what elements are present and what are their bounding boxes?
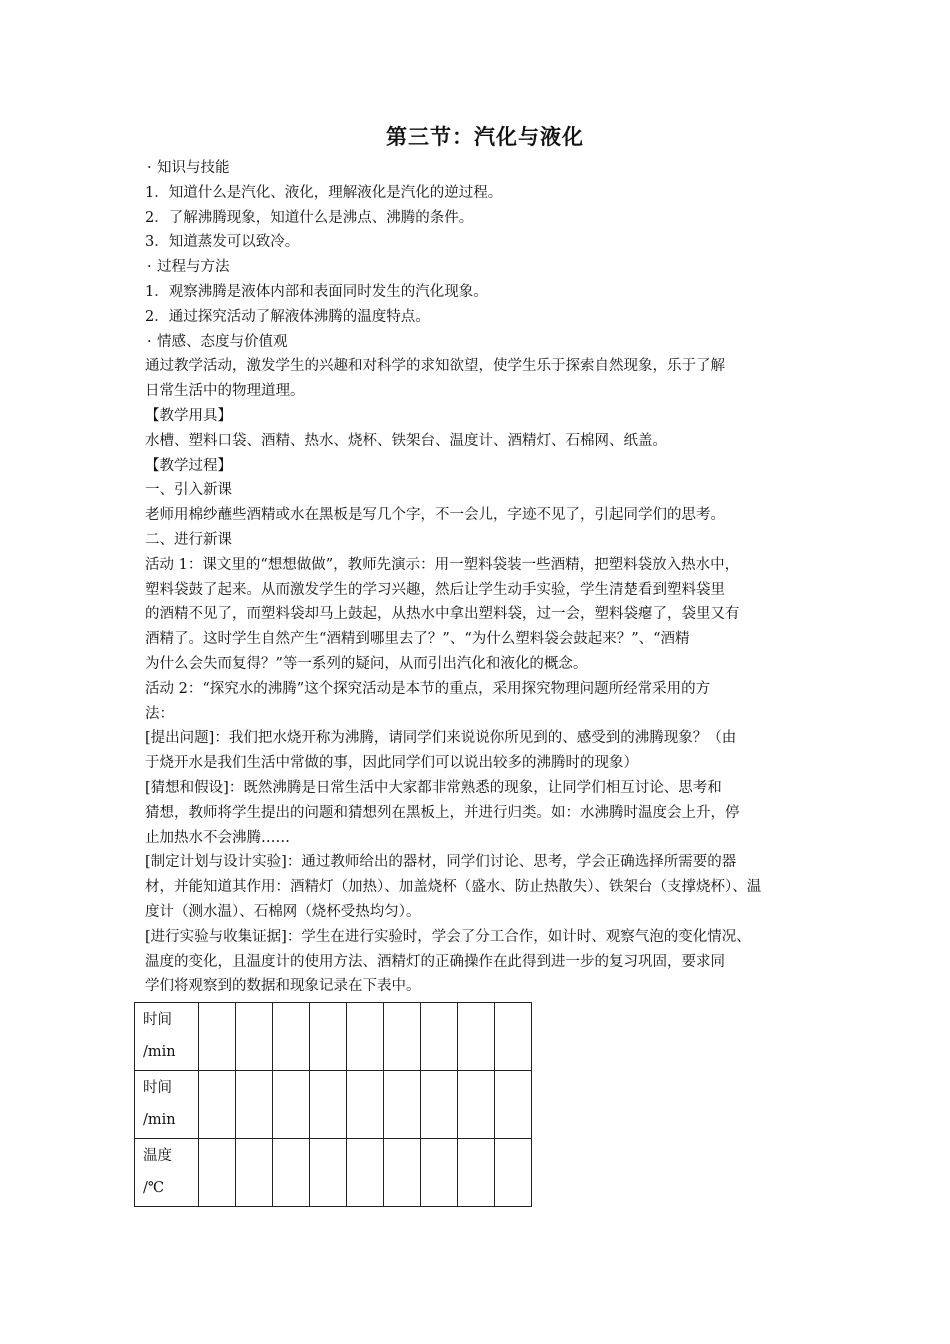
activity2-line: [制定计划与设计实验]：通过教师给出的器材，同学们讨论、思考，学会正确选择所需要的器 [145, 854, 737, 871]
activity2-line: [猜想和假设]：既然沸腾是日常生活中大家都非常熟悉的现象，让同学们相互讨论、思考和 [145, 779, 722, 796]
section-heading-process: · 过程与方法 [145, 255, 825, 280]
section-heading-attitude: · 情感、态度与价值观 [145, 330, 825, 355]
intro-text: 老师用棉纱蘸些酒精或水在黑板是写几个字，不一会儿，字迹不见了，引起同学们的思考。 [145, 507, 725, 524]
data-record-table [134, 1002, 532, 1207]
activity2-line: 法： [145, 705, 174, 722]
tools-heading: 【教学用具】 [145, 407, 232, 424]
table-cell [199, 1139, 236, 1207]
new-lesson-heading: 二、进行新课 [145, 531, 232, 548]
table-cell [236, 1071, 273, 1139]
table-row [135, 1071, 532, 1139]
activity2-line: [进行实验与收集证据]：学生在进行实验时，学会了分工合作，如计时、观察气泡的变化情况、 [145, 928, 751, 945]
activity2-line: 度计（测水温）、石棉网（烧杯受热均匀）。 [145, 903, 421, 920]
activity2-line: 猜想，教师将学生提出的问题和猜想列在黑板上，并进行归类。如：水沸腾时温度会上升，停 [145, 804, 740, 821]
table-cell [273, 1071, 310, 1139]
table-row [135, 1003, 532, 1071]
table-cell [421, 1139, 458, 1207]
activity2-line: 学们将观察到的数据和现象记录在下表中。 [145, 978, 421, 995]
attitude-text-line: 通过教学活动，激发学生的兴趣和对科学的求知欲望，使学生乐于探索自然现象，乐于了解 [145, 358, 725, 375]
table-cell [236, 1003, 273, 1071]
activity1-line: 的酒精不见了，而塑料袋却马上鼓起，从热水中拿出塑料袋，过一会，塑料袋瘪了，袋里又有 [145, 606, 740, 623]
intro-heading: 一、引入新课 [145, 482, 232, 499]
row-header-temperature: 温度 /℃ [135, 1139, 199, 1207]
section-heading-knowledge: · 知识与技能 [145, 156, 825, 181]
table-cell [199, 1071, 236, 1139]
knowledge-item: 3．知道蒸发可以致冷。 [145, 234, 300, 251]
table-cell [347, 1139, 384, 1207]
bullet-icon: · [147, 259, 152, 276]
activity2-line: 温度的变化，且温度计的使用方法、酒精灯的正确操作在此得到进一步的复习巩固，要求同 [145, 953, 725, 970]
activity2-line: 材，并能知道其作用：酒精灯（加热）、加盖烧杯（盛水、防止热散失）、铁架台（支撑烧杯）、温 [145, 879, 762, 896]
table-row [135, 1139, 532, 1207]
document-page [145, 118, 825, 1207]
teaching-process-heading: 【教学过程】 [145, 457, 232, 474]
activity2-line: 活动 2：“探究水的沸腾”这个探究活动是本节的重点，采用探究物理问题所经常采用的方 [145, 680, 711, 697]
tools-content: 水槽、塑料口袋、酒精、热水、烧杯、铁架台、温度计、酒精灯、石棉网、纸盖。 [145, 432, 667, 449]
table-cell [384, 1139, 421, 1207]
bullet-icon: · [147, 160, 152, 176]
table-cell [199, 1003, 236, 1071]
table-cell [236, 1139, 273, 1207]
table-cell [458, 1071, 495, 1139]
activity2-line: [提出问题]：我们把水烧开称为沸腾，请同学们来说说你所见到的、感受到的沸腾现象？（由 [145, 730, 737, 747]
table-cell [310, 1139, 347, 1207]
table-cell [347, 1071, 384, 1139]
activity2-line: 于烧开水是我们生活中常做的事，因此同学们可以说出较多的沸腾时的现象） [145, 755, 638, 772]
process-item: 1．观察沸腾是液体内部和表面同时发生的汽化现象。 [145, 283, 488, 300]
table-cell [273, 1003, 310, 1071]
table-cell [495, 1003, 532, 1071]
table-cell [458, 1139, 495, 1207]
activity1-line: 酒精了。这时学生自然产生“酒精到哪里去了？”、“为什么塑料袋会鼓起来？”、“酒精 [145, 631, 690, 648]
table-cell [384, 1003, 421, 1071]
table-cell [421, 1071, 458, 1139]
table-cell [421, 1003, 458, 1071]
knowledge-item: 2．了解沸腾现象，知道什么是沸点、沸腾的条件。 [145, 209, 474, 226]
page-title: 第三节：汽化与液化 [386, 125, 584, 149]
table-cell [458, 1003, 495, 1071]
table-cell [273, 1139, 310, 1207]
activity2-line: 止加热水不会沸腾…… [145, 829, 290, 846]
table-cell [347, 1003, 384, 1071]
row-header-time: 时间 /min [135, 1071, 199, 1139]
activity1-line: 为什么会失而复得？”等一系列的疑问，从而引出汽化和液化的概念。 [145, 655, 588, 672]
knowledge-item: 1．知道什么是汽化、液化，理解液化是汽化的逆过程。 [145, 184, 503, 201]
table-cell [310, 1003, 347, 1071]
table-cell [495, 1071, 532, 1139]
attitude-text-line: 日常生活中的物理道理。 [145, 383, 305, 400]
table-cell [495, 1139, 532, 1207]
activity1-line: 塑料袋鼓了起来。从而激发学生的学习兴趣，然后让学生动手实验，学生清楚看到塑料袋里 [145, 581, 725, 598]
process-item: 2．通过探究活动了解液体沸腾的温度特点。 [145, 308, 430, 325]
table-cell [384, 1071, 421, 1139]
bullet-icon: · [147, 333, 152, 350]
activity1-line: 活动 1：课文里的“想想做做”，教师先演示：用一塑料袋装一些酒精，把塑料袋放入热水中， [145, 556, 740, 573]
row-header-time: 时间 /min [135, 1003, 199, 1071]
table-cell [310, 1071, 347, 1139]
